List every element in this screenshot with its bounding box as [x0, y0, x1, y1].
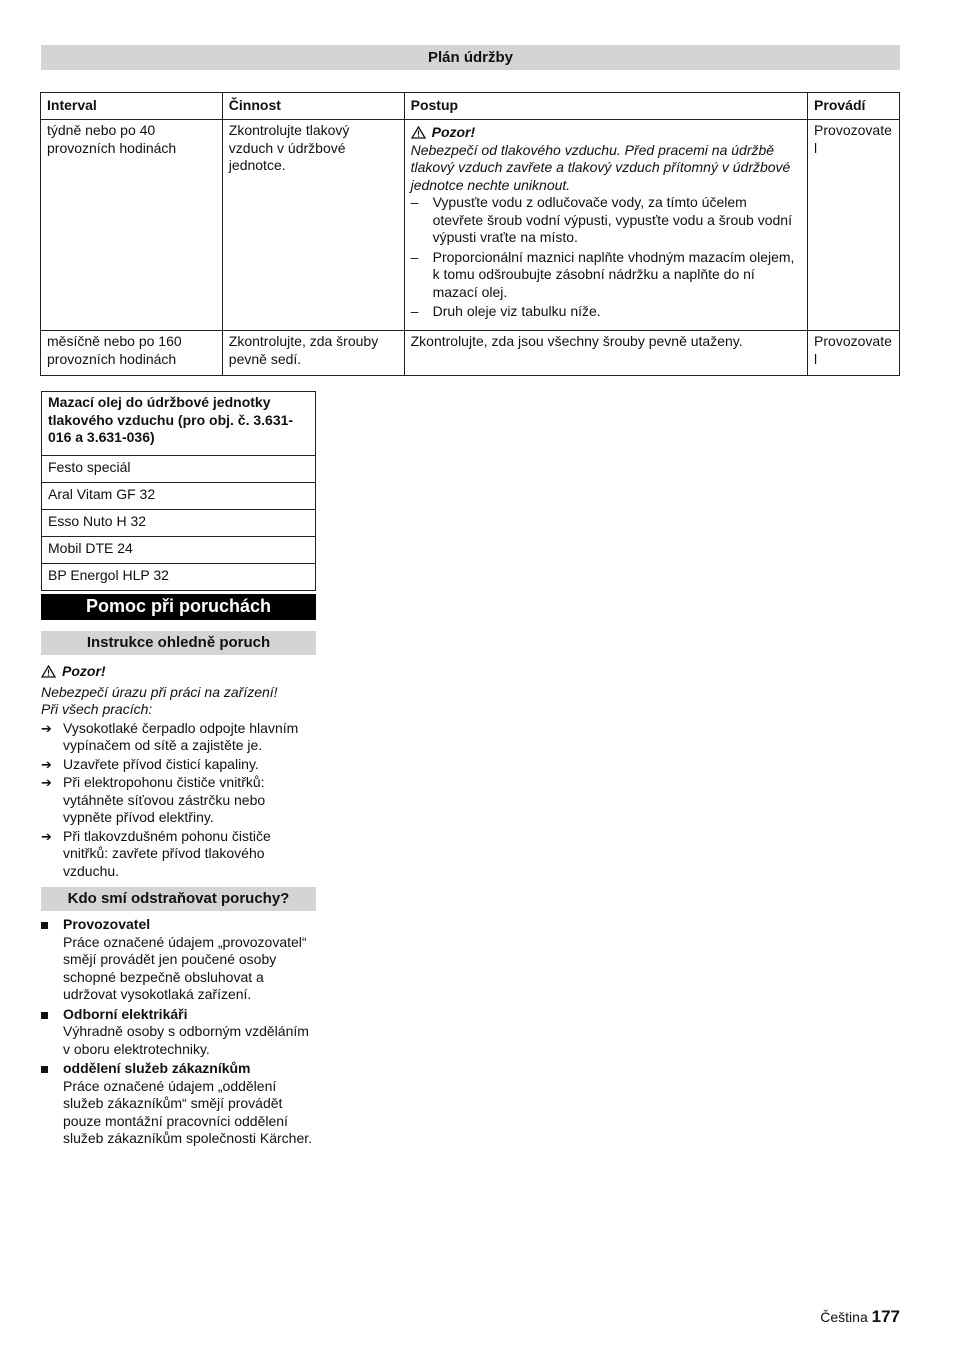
list-item: [41, 828, 316, 881]
step-text: Při elektropohonu čističe vnitřků: vytáhněte síťovou zástrčku nebo vypněte přívod elektřiny.: [63, 774, 266, 825]
table-row: Festo speciál: [42, 456, 316, 483]
who-list: [41, 916, 316, 1148]
table-row: Aral Vitam GF 32: [42, 483, 316, 510]
oil-table-header: Mazací olej do údržbové jednotky tlakového vzduchu (pro obj. č. 3.631-016 a 3.631-036): [42, 392, 316, 456]
maintenance-plan-title: Plán údržby: [41, 45, 900, 70]
maintenance-table: [40, 92, 900, 376]
square-bullet-icon: [41, 916, 63, 1004]
role-name: Provozovatel: [63, 916, 151, 932]
warning-label: Pozor!: [62, 663, 106, 679]
list-item: [41, 756, 316, 774]
instructions-title: Instrukce ohledně poruch: [41, 631, 316, 655]
list-item: [41, 720, 316, 755]
page-number: 177: [871, 1307, 900, 1326]
footer-language: Čeština: [820, 1309, 868, 1325]
list-item: – Druh oleje viz tabulku níže.: [410, 303, 601, 319]
table-row: [41, 120, 900, 331]
header-procedure: Postup: [404, 93, 807, 120]
faults-section-title: Pomoc při poruchách: [41, 594, 316, 620]
warning-label: Pozor!: [431, 124, 476, 140]
table-row: [41, 331, 900, 376]
row-activity: Zkontrolujte tlakový vzduch v údržbové jednotce.: [222, 120, 404, 331]
warning-text: Nebezpečí úrazu při práci na zařízení!: [41, 683, 278, 700]
list-item: [41, 774, 316, 827]
warning-triangle-icon: [41, 665, 56, 678]
arrow-right-icon: ➔: [41, 775, 52, 790]
row-activity: Zkontrolujte, zda šrouby pevně sedí.: [222, 331, 404, 376]
oil-table: [41, 391, 316, 591]
step-text: Druh oleje viz tabulku níže.: [432, 303, 601, 319]
table-row: Mobil DTE 24: [42, 537, 316, 564]
role-text: Výhradně osoby s odborným vzděláním v oboru elektrotechniky.: [63, 1023, 309, 1057]
list-item: – Proporcionální maznici naplňte vhodným mazacím olejem, k tomu odšroubujte zásobní nádržku a naplňte do ní mazací olej.: [411, 249, 801, 302]
list-item: [41, 1006, 316, 1059]
step-text: Vypusťte vodu z odlučovače vody, za tímto účelem otevřete šroub vodní výpusti, vypusťte vodu a šroub vodní výpusti vraťte na místo.: [432, 194, 792, 245]
row-performer: Provozovatel: [808, 120, 900, 331]
arrow-right-icon: ➔: [41, 756, 52, 772]
header-activity: Činnost: [222, 93, 404, 120]
step-text: Uzavřete přívod čisticí kapaliny.: [63, 755, 259, 772]
row-performer: Provozovatel: [808, 331, 900, 376]
page-footer: [820, 1308, 900, 1327]
step-text: Proporcionální maznici naplňte vhodným mazacím olejem, k tomu odšroubujte zásobní nádržku a naplňte do ní mazací olej.: [432, 248, 795, 300]
square-bullet-icon: [41, 1060, 63, 1148]
step-text: Při tlakovzdušném pohonu čističe vnitřků: zavřete přívod tlakového vzduchu.: [63, 827, 271, 879]
header-performer: Provádí: [808, 93, 900, 120]
warning-triangle-icon: [411, 126, 426, 139]
warning-block: [411, 124, 801, 142]
step-text: Vysokotlaké čerpadlo odpojte hlavním vypínačem od sítě a zajistěte je.: [63, 719, 299, 753]
arrow-right-icon: ➔: [41, 720, 52, 736]
list-item: [41, 916, 316, 1004]
instructions-block: [41, 661, 316, 880]
warning-text: Nebezpečí od tlakového vzduchu. Před pracemi na údržbě tlakový vzduch zavřete a tlakový vzduch přítomný v údržbové jednotce nechte uniknout.: [410, 141, 791, 193]
role-text: Práce označené údajem „oddělení služeb zákazníkům“ smějí provádět pouze montážní pracovníci oddělení služeb zákazníkům společnosti Kärcher.: [63, 1077, 313, 1146]
row-interval: měsíčně nebo po 160 provozních hodinách: [41, 331, 223, 376]
warning-block: [41, 663, 316, 681]
table-row: BP Energol HLP 32: [42, 564, 316, 591]
arrow-right-icon: ➔: [41, 828, 52, 844]
row-interval: týdně nebo po 40 provozních hodinách: [41, 120, 223, 331]
row-procedure: Zkontrolujte, zda jsou všechny šrouby pevně utaženy.: [404, 331, 807, 376]
table-row: Esso Nuto H 32: [42, 510, 316, 537]
table-header-row: [41, 93, 900, 120]
intro-text: Při všech pracích:: [41, 701, 153, 717]
role-name: oddělení služeb zákazníkům: [63, 1060, 251, 1076]
role-name: Odborní elektrikáři: [63, 1005, 188, 1022]
row-procedure: [404, 120, 807, 331]
list-item: [41, 1060, 316, 1148]
square-bullet-icon: [41, 1006, 63, 1059]
role-text: Práce označené údajem „provozovatel“ smějí provádět jen poučené osoby schopné bezpečně obsluhovat a udržovat vysokotlaká zařízení.: [63, 933, 307, 1002]
header-interval: Interval: [41, 93, 223, 120]
who-may-fix-title: Kdo smí odstraňovat poruchy?: [41, 887, 316, 911]
list-item: – Vypusťte vodu z odlučovače vody, za tímto účelem otevřete šroub vodní výpusti, vypusťte vodu a šroub vodní výpusti vraťte na místo.: [411, 194, 801, 247]
